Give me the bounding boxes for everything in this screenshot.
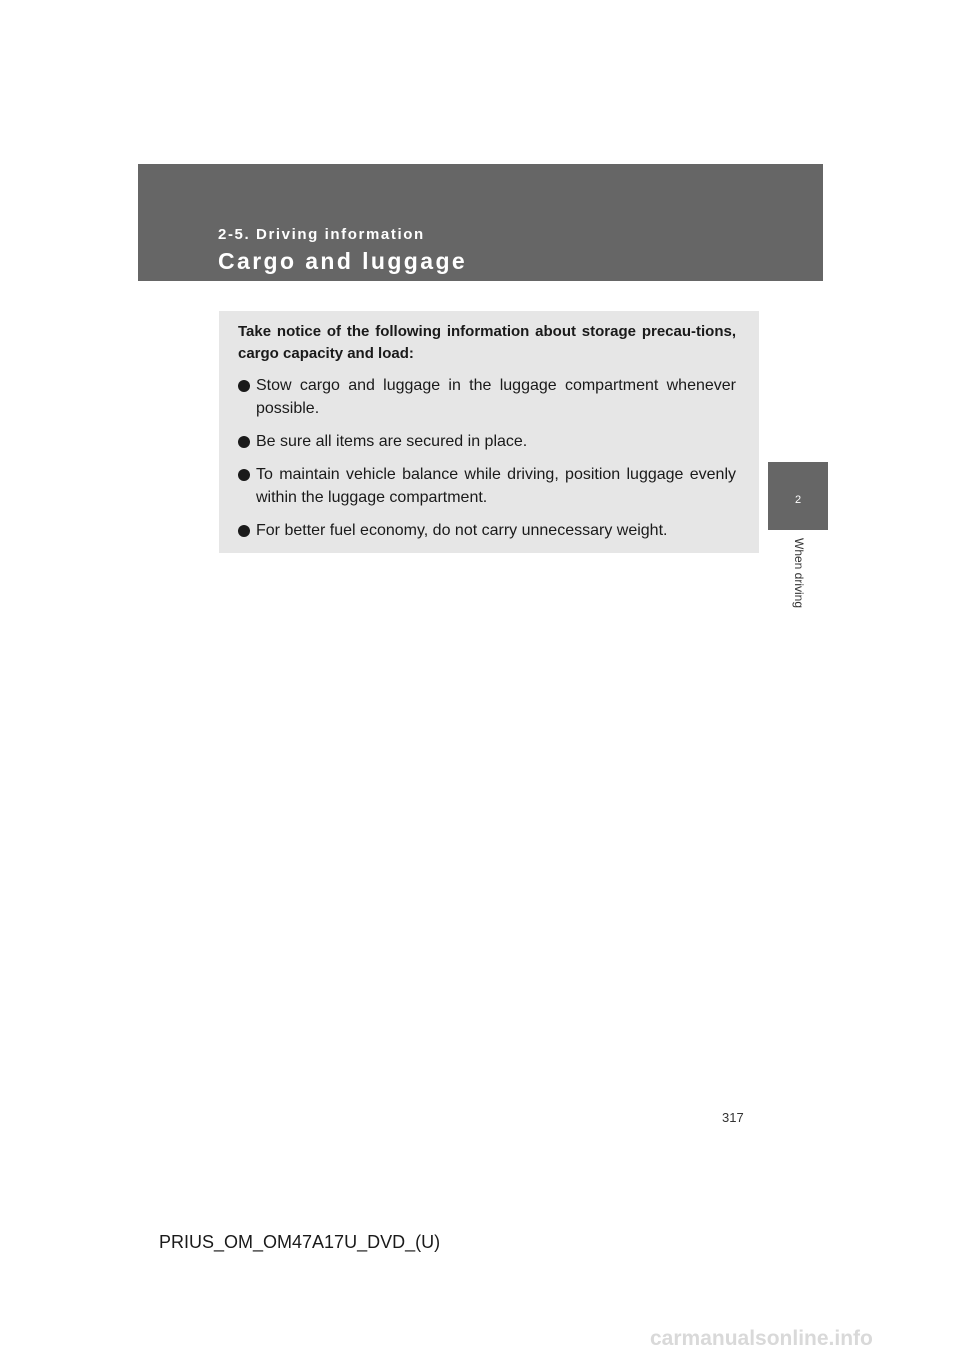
chapter-label: When driving xyxy=(792,538,806,609)
bullet-item xyxy=(238,430,736,453)
header-band xyxy=(138,164,823,281)
bullet-item xyxy=(238,374,736,420)
bullet-text: Stow cargo and luggage in the luggage compartment whenever possible. xyxy=(256,377,736,417)
bullet-dot-icon xyxy=(238,469,250,481)
bullet-list xyxy=(238,374,736,542)
bullet-dot-icon xyxy=(238,436,250,448)
bullet-dot-icon xyxy=(238,380,250,392)
bullet-dot-icon xyxy=(238,525,250,537)
bullet-text: To maintain vehicle balance while driving, position luggage evenly within the luggage compartment. xyxy=(256,466,736,506)
page-number: 317 xyxy=(722,1110,744,1125)
info-intro: Take notice of the following information about storage precau-tions, cargo capacity and load: xyxy=(238,323,736,362)
page-title: Cargo and luggage xyxy=(218,248,468,274)
chapter-number: 2 xyxy=(794,494,802,506)
chapter-tab xyxy=(768,462,828,530)
document-code: PRIUS_OM_OM47A17U_DVD_(U) xyxy=(159,1232,441,1252)
bullet-item xyxy=(238,463,736,509)
watermark: carmanualsonline.info xyxy=(650,1327,873,1350)
bullet-item xyxy=(238,519,736,542)
bullet-text: Be sure all items are secured in place. xyxy=(256,433,528,450)
info-box xyxy=(219,311,759,553)
section-label: 2-5. Driving information xyxy=(218,226,425,243)
bullet-text: For better fuel economy, do not carry unnecessary weight. xyxy=(256,522,668,539)
